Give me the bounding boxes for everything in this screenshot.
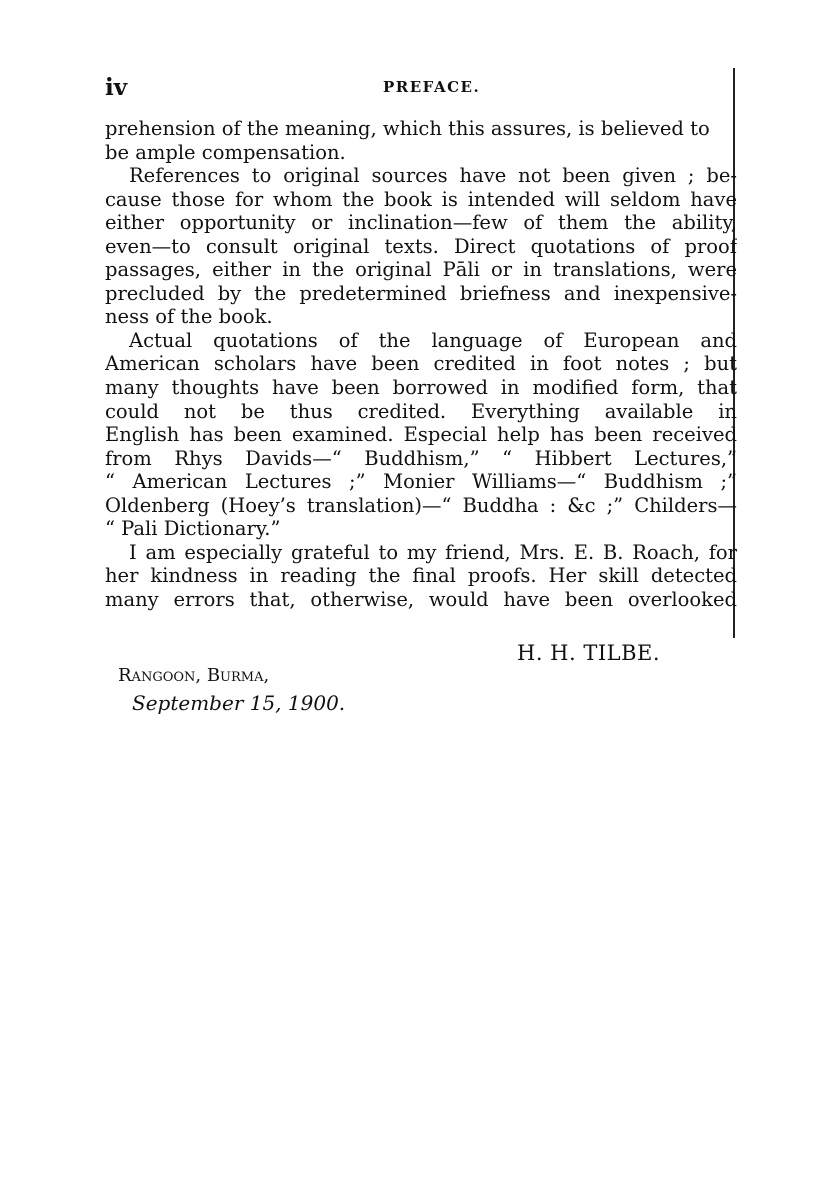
text-line: “ American Lectures ;” Monier Williams—“ Buddhism ;” (105, 470, 737, 494)
author-signature: H. H. TILBE. (517, 641, 661, 665)
text-line: prehension of the meaning, which this assures, is believed to (105, 117, 710, 140)
preface-body (105, 117, 737, 611)
text-line: Oldenberg (Hoey’s translation)—“ Buddha : &c ;” Childers— (105, 493, 737, 517)
text-line: could not be thus credited. Everything available in (105, 399, 737, 423)
text-line: precluded by the predetermined briefness and inexpensive- (105, 281, 737, 305)
signature-date: September 15, 1900. (132, 691, 346, 715)
text-line: “ Pali Dictionary.” (105, 517, 281, 541)
text-line: many errors that, otherwise, would have been overlooked (105, 587, 737, 611)
text-line: many thoughts have been borrowed in modified form, that (105, 376, 737, 400)
text-line: her kindness in reading the final proofs. Her skill detected (105, 564, 737, 588)
text-line: I am especially grateful to my friend, Mrs. E. B. Roach, for (129, 540, 737, 564)
running-title: PREFACE. (383, 78, 481, 96)
text-line: be ample compensation. (105, 140, 346, 164)
text-line: passages, either in the original Pāli or in translations, were (105, 258, 737, 282)
text-line: either opportunity or inclination—few of them the ability, (105, 211, 737, 235)
text-line: Actual quotations of the language of European and (129, 328, 737, 352)
text-line: from Rhys Davids—“ Buddhism,” “ Hibbert Lectures,” (105, 446, 737, 470)
text-line: American scholars have been credited in foot notes ; but (105, 352, 737, 376)
page-number: iv (105, 74, 128, 101)
text-line: ness of the book. (105, 305, 273, 329)
text-line: even—to consult original texts. Direct quotations of proof (105, 234, 737, 258)
text-line: References to original sources have not been given ; be- (129, 164, 737, 188)
text-line: English has been examined. Especial help has been received (105, 423, 737, 447)
text-line: cause those for whom the book is intended will seldom have (105, 187, 737, 211)
signature-place: Rangoon, Burma, (118, 665, 270, 686)
